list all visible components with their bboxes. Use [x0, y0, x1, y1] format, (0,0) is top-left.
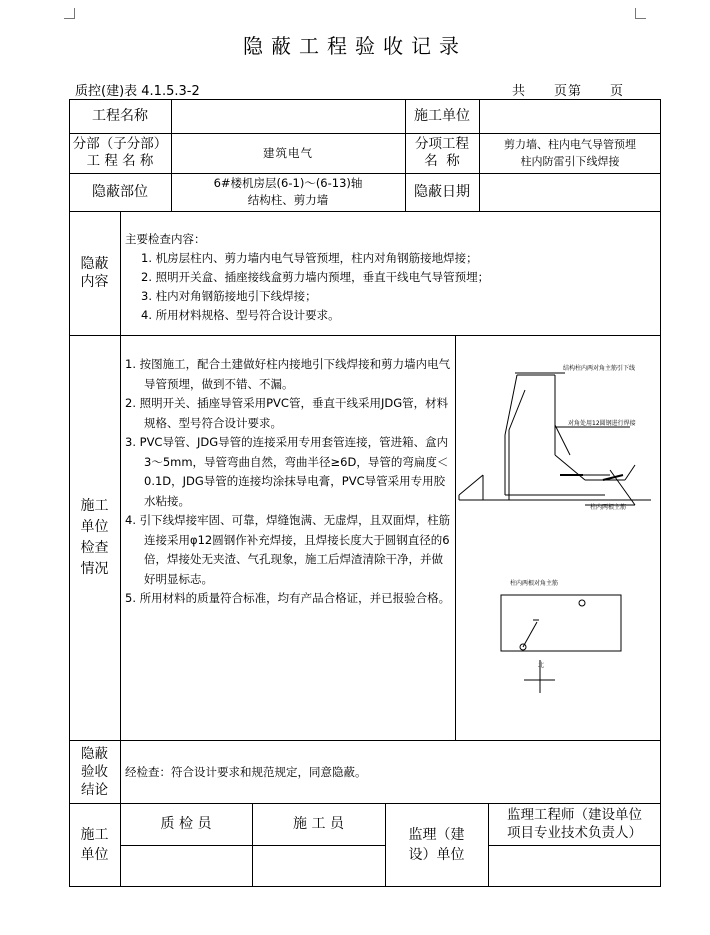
- inspection-item-2: 2. 照明开关、插座导管采用PVC管，垂直干线采用JDG管，材料规格、型号符合设计要求。: [125, 396, 449, 430]
- content-heading: 主要检查内容：: [125, 232, 206, 246]
- division-label: [69, 133, 171, 173]
- worker-signature[interactable]: [252, 845, 385, 887]
- location-label: 隐蔽部位: [92, 184, 148, 200]
- worker-label: 施 工 员: [293, 816, 344, 832]
- subitem-label-line2: 名 称: [424, 153, 460, 169]
- project-name-label: 工程名称: [92, 108, 148, 124]
- conclusion-text: 经检查：符合设计要求和规范规定，同意隐蔽。: [125, 765, 367, 779]
- inspection-label: 施工 单位 检查 情况: [80, 497, 109, 577]
- date-value: [479, 173, 661, 211]
- construction-unit-label: 施工单位: [414, 108, 470, 124]
- diagram-label-bottom: 柱内两根主筋: [590, 504, 627, 511]
- north-label: 北: [538, 662, 545, 669]
- diagram-label-top: 结构柱内两对角主筋引下线: [563, 365, 636, 372]
- project-name-value: [171, 99, 405, 133]
- location-value: [171, 173, 405, 211]
- content-item-3: 3. 柱内对角钢筋接地引下线焊接；: [141, 289, 317, 303]
- content-item-1: 1. 机房层柱内、剪力墙内电气导管预埋，柱内对角钢筋接地焊接；: [141, 251, 478, 265]
- subitem-value-line2: 柱内防雷引下线焊接: [520, 155, 620, 168]
- signature-unit-label: 施工 单位: [80, 827, 109, 863]
- division-label-line2: 工 程 名 称: [86, 153, 154, 169]
- inspection-text: [125, 355, 451, 609]
- page-indicator: 共 页第 页: [512, 84, 625, 99]
- conclusion-label: 隐蔽 验收 结论: [81, 745, 108, 798]
- subitem-value: [479, 133, 661, 173]
- date-label: 隐蔽日期: [414, 184, 470, 200]
- supervisor-unit-label: 监理（建 设）单位: [408, 827, 465, 863]
- subitem-label-line1: 分项工程: [415, 136, 469, 152]
- diagram-label-middle: 对角处用12圆钢进行焊接: [568, 420, 636, 427]
- content-item-2: 2. 照明开关盒、插座接线盒剪力墙内预埋，垂直干线电气导管预埋；: [141, 270, 490, 284]
- corner-mark-left: [64, 8, 75, 19]
- inspection-item-3: 3. PVC导管、JDG导管的连接采用专用套管连接，管进箱、盒内3～5mm，导管弯曲自然，弯曲半径≥6D，导管的弯扁度＜0.1D，JDG导管的连接均涂抹导电膏，PVC导管采用专用胶水粘接。: [125, 435, 449, 508]
- inspection-item-5: 5. 所用材料的质量符合标准，均有产品合格证，并已报验合格。: [125, 591, 451, 605]
- inspection-item-4: 4. 引下线焊接牢固、可靠，焊缝饱满、无虚焊，且双面焊，柱筋连接采用φ12圆钢作补充焊接，且焊接长度大于圆钢直径的6倍，焊接处无夹渣、气孔现象，施工后焊渣清除干净，并做好明显标志。: [125, 513, 451, 586]
- grounding-diagram: [455, 335, 661, 740]
- form-code: 质控(建)表 4.1.5.3-2: [75, 84, 200, 99]
- engineer-signature[interactable]: [488, 845, 661, 887]
- division-label-line1: 分部（子分部）: [72, 136, 168, 152]
- document-title: 隐蔽工程验收记录: [243, 34, 467, 58]
- division-value: 建筑电气: [263, 145, 313, 160]
- engineer-label: 监理工程师（建设单位 项目专业技术负责人）: [507, 807, 642, 841]
- inspector-signature[interactable]: [120, 845, 252, 887]
- content-item-4: 4. 所用材料规格、型号符合设计要求。: [141, 308, 340, 322]
- subitem-value-line1: 剪力墙、柱内电气导管预埋: [504, 138, 636, 151]
- inspection-item-1: 1. 按图施工，配合土建做好柱内接地引下线焊接和剪力墙内电气导管预埋，做到不错、不漏。: [125, 357, 451, 391]
- subitem-label: [405, 133, 479, 173]
- location-value-line1: 6#楼机房层(6-1)～(6-13)轴: [213, 176, 363, 190]
- corner-mark-right: [635, 8, 646, 19]
- construction-unit-value: [479, 99, 661, 133]
- diagram-label-box: 柱内两根对角主筋: [510, 580, 559, 587]
- content-label: 隐蔽 内容: [80, 256, 109, 290]
- inspector-label: 质 检 员: [160, 816, 212, 832]
- location-value-line2: 结构柱、剪力墙: [247, 193, 329, 207]
